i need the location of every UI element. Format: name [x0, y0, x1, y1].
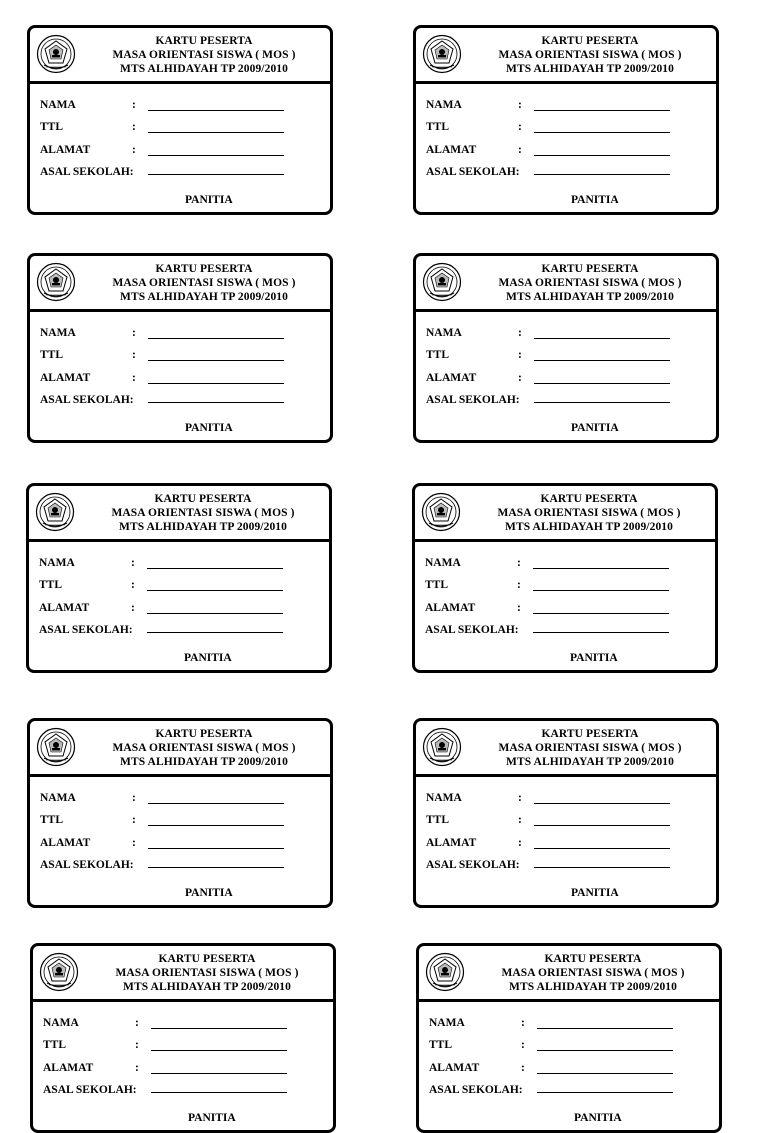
field-asal-sekolah: [426, 164, 706, 180]
card-title: KARTU PESERTA: [540, 493, 638, 505]
card-header: [29, 486, 329, 542]
card-subtitle: MASA ORIENTASI SISWA ( MOS ): [501, 967, 685, 979]
card-footer: [419, 1112, 719, 1124]
field-label-ttl: TTL: [40, 121, 64, 133]
card-school: MTS ALHIDAYAH TP 2009/2010: [508, 981, 677, 993]
input-line-ttl[interactable]: [151, 1050, 287, 1051]
input-line-alamat[interactable]: [534, 155, 670, 156]
card-school: MTS ALHIDAYAH TP 2009/2010: [122, 981, 291, 993]
field-asal-sekolah: [426, 392, 706, 408]
card-subtitle: MASA ORIENTASI SISWA ( MOS ): [498, 742, 682, 754]
card-header: [33, 946, 333, 1002]
card-title: KARTU PESERTA: [155, 728, 253, 740]
card-footer: [33, 1112, 333, 1124]
input-line-asal-sekolah[interactable]: [147, 632, 283, 633]
input-line-nama[interactable]: [148, 803, 284, 804]
card-header: [30, 28, 330, 84]
input-line-nama[interactable]: [147, 568, 283, 569]
card-titles: [85, 952, 329, 994]
field-ttl: [43, 1037, 323, 1053]
field-ttl: [40, 119, 320, 135]
school-emblem-icon: [422, 34, 462, 74]
input-line-alamat[interactable]: [537, 1073, 673, 1074]
field-label-ttl: TTL: [425, 579, 449, 591]
field-label-nama: NAMA: [426, 327, 462, 339]
input-line-asal-sekolah[interactable]: [534, 402, 670, 403]
field-label-asal-sekolah: ASAL SEKOLAH:: [40, 166, 134, 178]
field-colon: :: [132, 144, 136, 156]
field-nama: [426, 325, 706, 341]
field-asal-sekolah: [39, 622, 319, 638]
field-asal-sekolah: [429, 1082, 709, 1098]
input-line-nama[interactable]: [534, 803, 670, 804]
card-subtitle: MASA ORIENTASI SISWA ( MOS ): [498, 49, 682, 61]
field-label-asal-sekolah: ASAL SEKOLAH:: [40, 394, 134, 406]
field-colon: :: [518, 349, 522, 361]
input-line-asal-sekolah[interactable]: [148, 867, 284, 868]
field-label-asal-sekolah: ASAL SEKOLAH:: [426, 166, 520, 178]
participant-card-7: [27, 718, 333, 908]
input-line-alamat[interactable]: [147, 613, 283, 614]
field-colon: :: [521, 1039, 525, 1051]
field-label-alamat: ALAMAT: [426, 837, 477, 849]
field-colon: :: [518, 814, 522, 826]
field-alamat: [39, 600, 319, 616]
school-emblem-icon: [39, 952, 79, 992]
card-school: MTS ALHIDAYAH TP 2009/2010: [119, 291, 288, 303]
input-line-asal-sekolah[interactable]: [534, 174, 670, 175]
field-nama: [426, 790, 706, 806]
field-colon: :: [517, 579, 521, 591]
field-ttl: [429, 1037, 709, 1053]
panitia-label: PANITIA: [188, 1112, 236, 1124]
field-ttl: [425, 577, 705, 593]
field-alamat: [40, 835, 320, 851]
field-colon: :: [131, 602, 135, 614]
field-colon: :: [518, 372, 522, 384]
school-emblem-icon: [36, 727, 76, 767]
input-line-nama[interactable]: [533, 568, 669, 569]
field-label-asal-sekolah: ASAL SEKOLAH:: [39, 624, 133, 636]
school-emblem-icon: [425, 952, 465, 992]
field-label-alamat: ALAMAT: [425, 602, 476, 614]
card-footer: [30, 194, 330, 206]
field-alamat: [43, 1060, 323, 1076]
school-emblem-icon: [422, 727, 462, 767]
field-label-ttl: TTL: [40, 814, 64, 826]
field-colon: :: [132, 99, 136, 111]
card-titles: [471, 952, 715, 994]
field-colon: :: [521, 1062, 525, 1074]
card-subtitle: MASA ORIENTASI SISWA ( MOS ): [111, 507, 295, 519]
field-label-nama: NAMA: [39, 557, 75, 569]
input-line-alamat[interactable]: [148, 848, 284, 849]
field-alamat: [426, 142, 706, 158]
field-alamat: [426, 835, 706, 851]
input-line-alamat[interactable]: [148, 383, 284, 384]
field-label-ttl: TTL: [429, 1039, 453, 1051]
card-footer: [30, 422, 330, 434]
field-colon: :: [131, 579, 135, 591]
input-line-ttl[interactable]: [537, 1050, 673, 1051]
card-subtitle: MASA ORIENTASI SISWA ( MOS ): [112, 277, 296, 289]
card-titles: [82, 727, 326, 769]
input-line-asal-sekolah[interactable]: [534, 867, 670, 868]
input-line-alamat[interactable]: [148, 155, 284, 156]
field-alamat: [425, 600, 705, 616]
school-emblem-icon: [421, 492, 461, 532]
field-colon: :: [518, 792, 522, 804]
card-titles: [468, 727, 712, 769]
field-label-ttl: TTL: [39, 579, 63, 591]
card-subtitle: MASA ORIENTASI SISWA ( MOS ): [498, 277, 682, 289]
field-alamat: [429, 1060, 709, 1076]
field-label-alamat: ALAMAT: [40, 144, 91, 156]
school-emblem-icon: [35, 492, 75, 532]
field-colon: :: [132, 121, 136, 133]
card-titles: [81, 492, 325, 534]
panitia-label: PANITIA: [571, 422, 619, 434]
card-title: KARTU PESERTA: [541, 263, 639, 275]
participant-card-5: [26, 483, 332, 673]
card-header: [30, 721, 330, 777]
field-label-nama: NAMA: [40, 792, 76, 804]
panitia-label: PANITIA: [570, 652, 618, 664]
card-school: MTS ALHIDAYAH TP 2009/2010: [504, 521, 673, 533]
field-label-nama: NAMA: [426, 99, 462, 111]
field-nama: [40, 97, 320, 113]
field-nama: [429, 1015, 709, 1031]
card-header: [416, 28, 716, 84]
participant-card-2: [413, 25, 719, 215]
field-colon: :: [521, 1017, 525, 1029]
panitia-label: PANITIA: [184, 652, 232, 664]
field-asal-sekolah: [425, 622, 705, 638]
input-line-asal-sekolah[interactable]: [537, 1092, 673, 1093]
card-subtitle: MASA ORIENTASI SISWA ( MOS ): [112, 49, 296, 61]
input-line-asal-sekolah[interactable]: [151, 1092, 287, 1093]
panitia-label: PANITIA: [571, 194, 619, 206]
input-line-nama[interactable]: [148, 338, 284, 339]
field-label-asal-sekolah: ASAL SEKOLAH:: [425, 624, 519, 636]
card-footer: [30, 887, 330, 899]
field-ttl: [40, 347, 320, 363]
field-ttl: [426, 812, 706, 828]
field-label-ttl: TTL: [426, 349, 450, 361]
input-line-nama[interactable]: [534, 338, 670, 339]
field-colon: :: [518, 837, 522, 849]
field-nama: [39, 555, 319, 571]
field-alamat: [426, 370, 706, 386]
field-nama: [40, 325, 320, 341]
input-line-alamat[interactable]: [534, 848, 670, 849]
card-school: MTS ALHIDAYAH TP 2009/2010: [505, 756, 674, 768]
participant-card-6: [412, 483, 718, 673]
field-asal-sekolah: [43, 1082, 323, 1098]
participant-card-3: [27, 253, 333, 443]
card-footer: [29, 652, 329, 664]
field-label-alamat: ALAMAT: [43, 1062, 94, 1074]
field-colon: :: [517, 602, 521, 614]
field-asal-sekolah: [426, 857, 706, 873]
input-line-alamat[interactable]: [533, 613, 669, 614]
field-colon: :: [132, 372, 136, 384]
field-colon: :: [135, 1062, 139, 1074]
panitia-label: PANITIA: [185, 887, 233, 899]
input-line-ttl[interactable]: [534, 132, 670, 133]
field-label-nama: NAMA: [429, 1017, 465, 1029]
card-school: MTS ALHIDAYAH TP 2009/2010: [505, 291, 674, 303]
participant-card-10: [416, 943, 722, 1133]
card-title: KARTU PESERTA: [154, 493, 252, 505]
input-line-ttl[interactable]: [534, 360, 670, 361]
input-line-ttl[interactable]: [148, 132, 284, 133]
input-line-ttl[interactable]: [148, 360, 284, 361]
field-colon: :: [518, 327, 522, 339]
input-line-asal-sekolah[interactable]: [148, 174, 284, 175]
card-title: KARTU PESERTA: [544, 953, 642, 965]
field-colon: :: [132, 349, 136, 361]
input-line-ttl[interactable]: [148, 825, 284, 826]
school-emblem-icon: [36, 262, 76, 302]
input-line-nama[interactable]: [151, 1028, 287, 1029]
field-colon: :: [518, 99, 522, 111]
card-header: [419, 946, 719, 1002]
field-ttl: [39, 577, 319, 593]
card-header: [30, 256, 330, 312]
card-school: MTS ALHIDAYAH TP 2009/2010: [119, 63, 288, 75]
field-label-nama: NAMA: [426, 792, 462, 804]
field-colon: :: [135, 1039, 139, 1051]
card-titles: [82, 262, 326, 304]
card-header: [416, 256, 716, 312]
field-label-asal-sekolah: ASAL SEKOLAH:: [429, 1084, 523, 1096]
field-asal-sekolah: [40, 392, 320, 408]
input-line-alamat[interactable]: [534, 383, 670, 384]
field-label-asal-sekolah: ASAL SEKOLAH:: [426, 859, 520, 871]
field-label-asal-sekolah: ASAL SEKOLAH:: [426, 394, 520, 406]
panitia-label: PANITIA: [571, 887, 619, 899]
field-colon: :: [518, 121, 522, 133]
field-colon: :: [131, 557, 135, 569]
input-line-asal-sekolah[interactable]: [148, 402, 284, 403]
field-alamat: [40, 142, 320, 158]
field-label-alamat: ALAMAT: [40, 837, 91, 849]
field-nama: [425, 555, 705, 571]
card-footer: [416, 422, 716, 434]
field-label-alamat: ALAMAT: [40, 372, 91, 384]
card-school: MTS ALHIDAYAH TP 2009/2010: [118, 521, 287, 533]
card-footer: [415, 652, 715, 664]
card-title: KARTU PESERTA: [541, 728, 639, 740]
field-label-ttl: TTL: [43, 1039, 67, 1051]
field-nama: [43, 1015, 323, 1031]
input-line-nama[interactable]: [537, 1028, 673, 1029]
panitia-label: PANITIA: [185, 194, 233, 206]
input-line-asal-sekolah[interactable]: [533, 632, 669, 633]
field-colon: :: [132, 814, 136, 826]
card-footer: [416, 887, 716, 899]
field-colon: :: [518, 144, 522, 156]
participant-card-8: [413, 718, 719, 908]
card-school: MTS ALHIDAYAH TP 2009/2010: [505, 63, 674, 75]
panitia-label: PANITIA: [185, 422, 233, 434]
card-header: [415, 486, 715, 542]
field-alamat: [40, 370, 320, 386]
field-asal-sekolah: [40, 857, 320, 873]
input-line-nama[interactable]: [148, 110, 284, 111]
field-label-alamat: ALAMAT: [39, 602, 90, 614]
input-line-ttl[interactable]: [147, 590, 283, 591]
participant-card-9: [30, 943, 336, 1133]
field-ttl: [426, 119, 706, 135]
field-label-nama: NAMA: [425, 557, 461, 569]
field-label-nama: NAMA: [40, 99, 76, 111]
card-title: KARTU PESERTA: [541, 35, 639, 47]
field-label-alamat: ALAMAT: [426, 372, 477, 384]
card-title: KARTU PESERTA: [158, 953, 256, 965]
card-footer: [416, 194, 716, 206]
field-colon: :: [132, 837, 136, 849]
card-titles: [82, 34, 326, 76]
field-label-alamat: ALAMAT: [426, 144, 477, 156]
participant-card-4: [413, 253, 719, 443]
field-asal-sekolah: [40, 164, 320, 180]
field-label-alamat: ALAMAT: [429, 1062, 480, 1074]
input-line-alamat[interactable]: [151, 1073, 287, 1074]
card-titles: [468, 34, 712, 76]
participant-card-1: [27, 25, 333, 215]
card-title: KARTU PESERTA: [155, 263, 253, 275]
field-label-asal-sekolah: ASAL SEKOLAH:: [40, 859, 134, 871]
card-title: KARTU PESERTA: [155, 35, 253, 47]
field-ttl: [40, 812, 320, 828]
field-label-ttl: TTL: [426, 121, 450, 133]
card-subtitle: MASA ORIENTASI SISWA ( MOS ): [112, 742, 296, 754]
field-label-ttl: TTL: [426, 814, 450, 826]
field-nama: [426, 97, 706, 113]
input-line-ttl[interactable]: [533, 590, 669, 591]
field-colon: :: [132, 327, 136, 339]
card-header: [416, 721, 716, 777]
field-label-nama: NAMA: [43, 1017, 79, 1029]
school-emblem-icon: [422, 262, 462, 302]
card-school: MTS ALHIDAYAH TP 2009/2010: [119, 756, 288, 768]
field-nama: [40, 790, 320, 806]
field-colon: :: [132, 792, 136, 804]
input-line-nama[interactable]: [534, 110, 670, 111]
field-label-nama: NAMA: [40, 327, 76, 339]
field-ttl: [426, 347, 706, 363]
input-line-ttl[interactable]: [534, 825, 670, 826]
panitia-label: PANITIA: [574, 1112, 622, 1124]
field-colon: :: [135, 1017, 139, 1029]
field-colon: :: [517, 557, 521, 569]
card-titles: [468, 262, 712, 304]
field-label-ttl: TTL: [40, 349, 64, 361]
card-titles: [467, 492, 711, 534]
card-subtitle: MASA ORIENTASI SISWA ( MOS ): [497, 507, 681, 519]
field-label-asal-sekolah: ASAL SEKOLAH:: [43, 1084, 137, 1096]
school-emblem-icon: [36, 34, 76, 74]
card-subtitle: MASA ORIENTASI SISWA ( MOS ): [115, 967, 299, 979]
